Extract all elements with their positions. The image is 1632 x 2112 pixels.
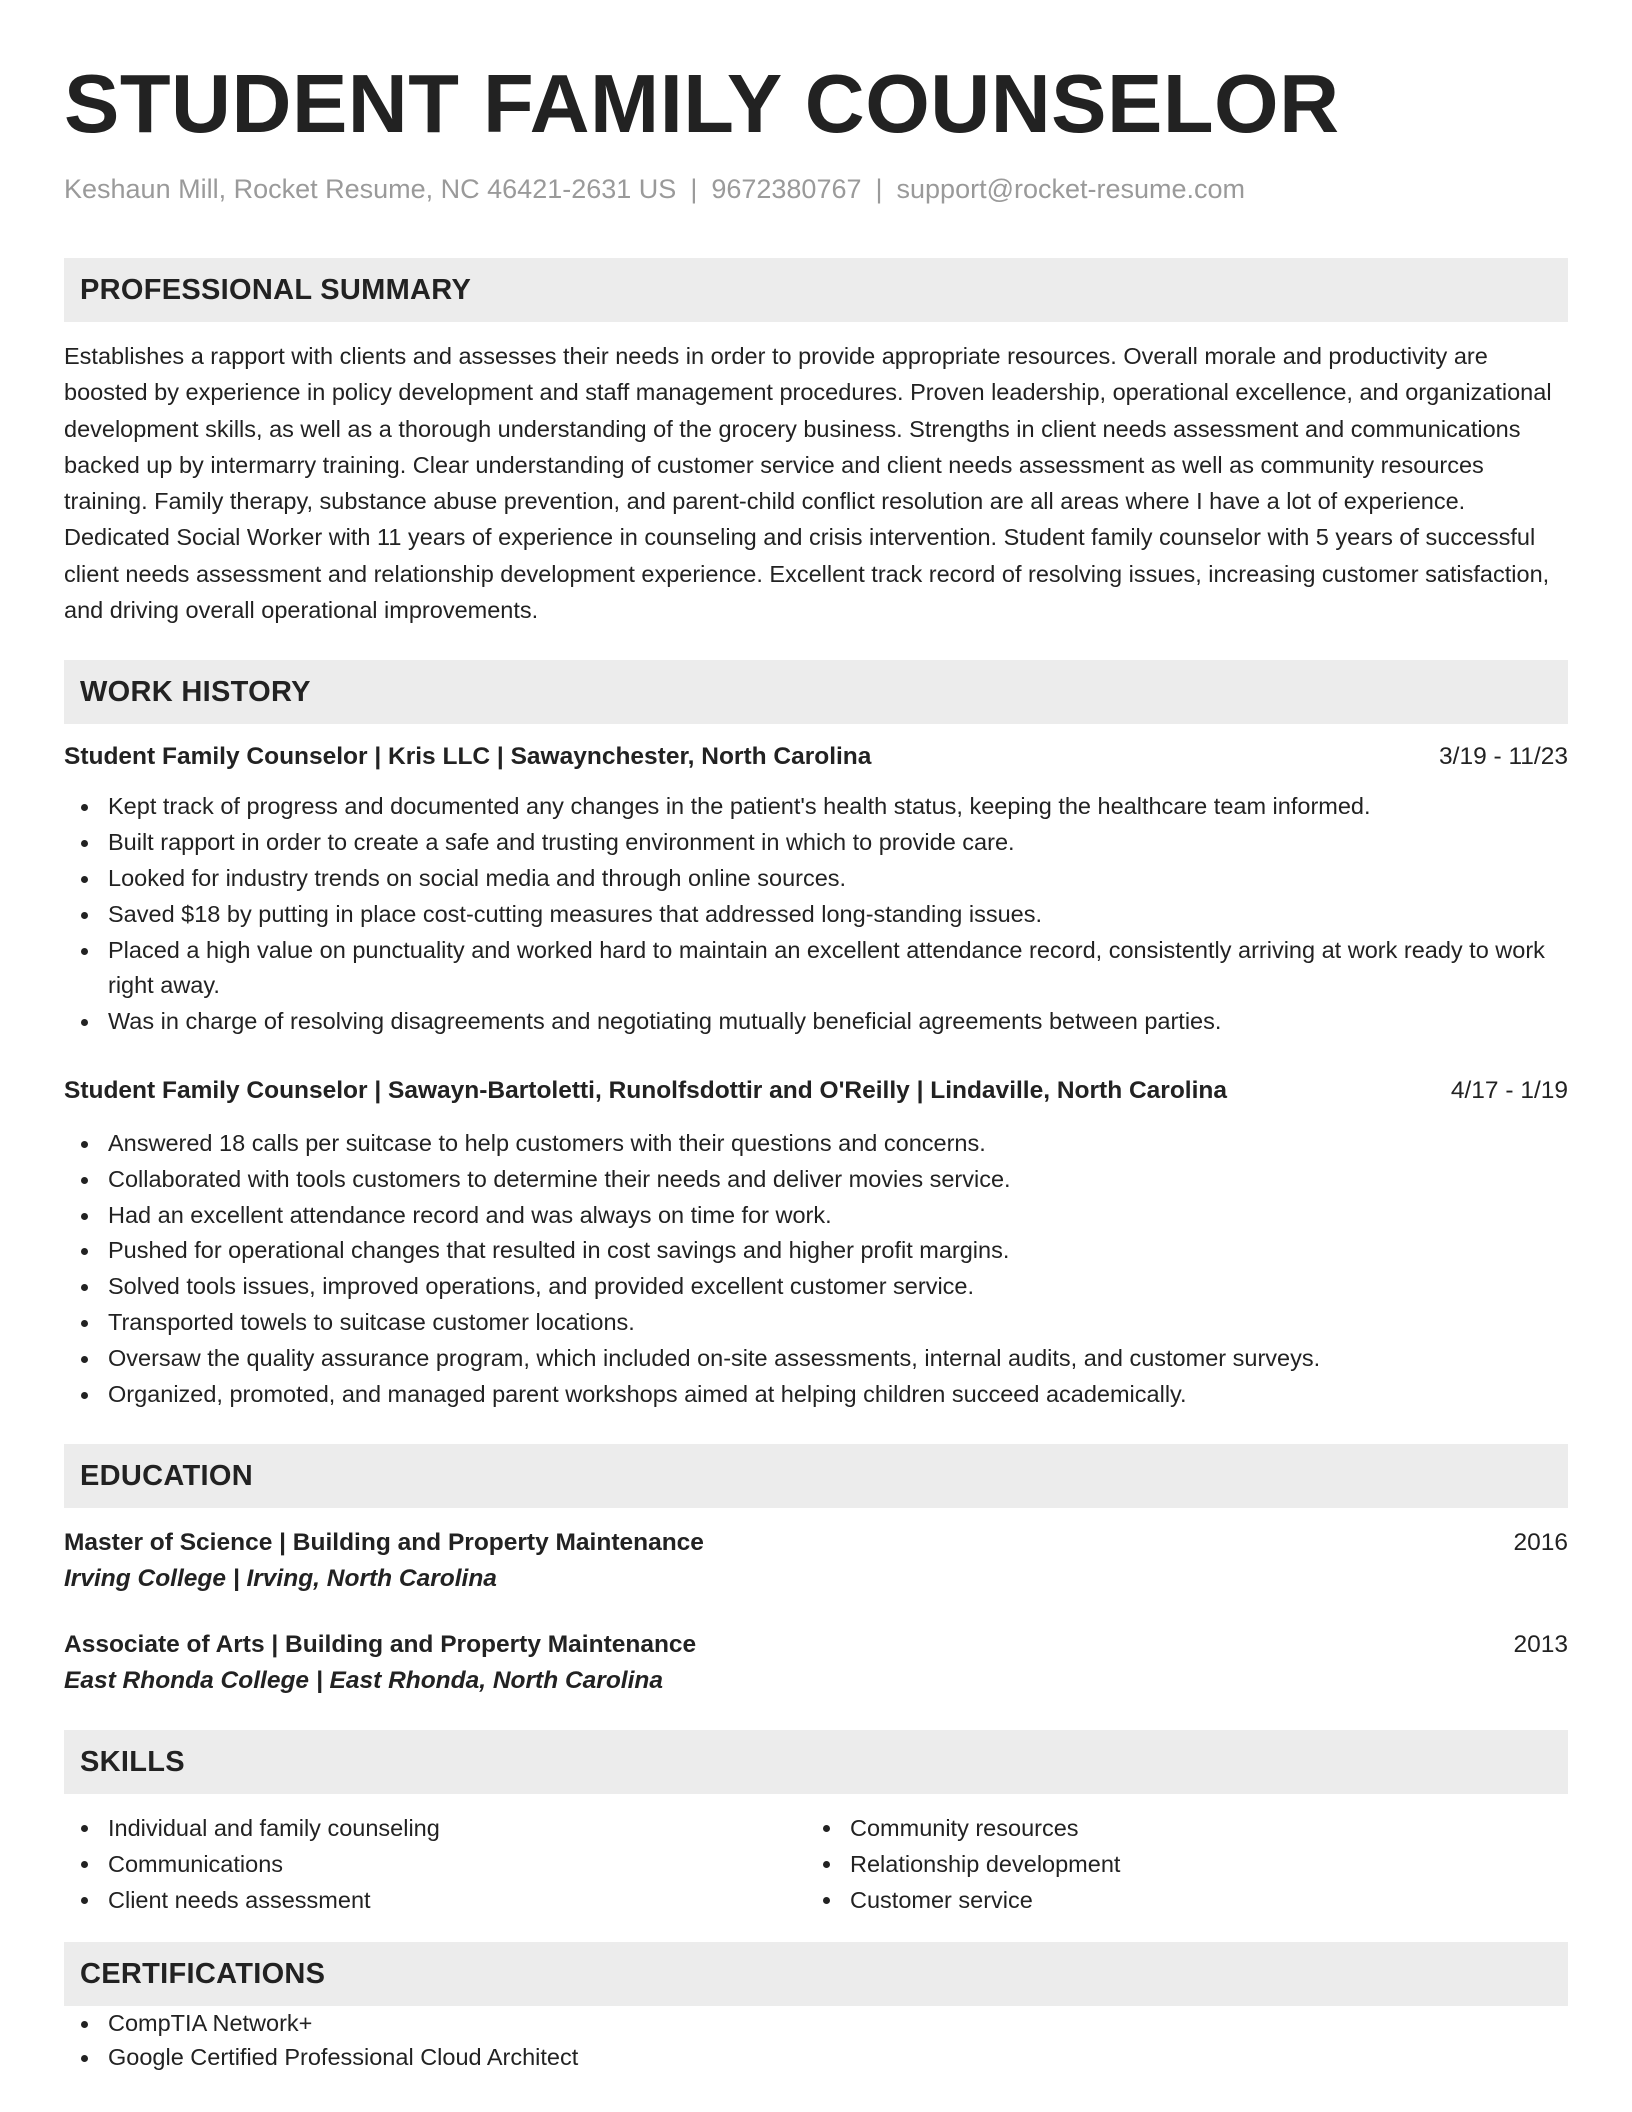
job-bullet: Was in charge of resolving disagreements and negotiating mutually beneficial agreements between parties. (64, 1004, 1568, 1040)
job-bullet: Pushed for operational changes that resulted in cost savings and higher profit margins. (64, 1233, 1568, 1269)
job-bullet: Transported towels to suitcase customer locations. (64, 1305, 1568, 1341)
job-bullet: Solved tools issues, improved operations, and provided excellent customer service. (64, 1269, 1568, 1305)
resume-page (64, 52, 1568, 2074)
education-school: East Rhonda College | East Rhonda, North Carolina (64, 1667, 664, 1695)
skill-item: Communications (64, 1846, 806, 1882)
candidate-title: STUDENT FAMILY COUNSELOR (64, 57, 1340, 150)
education-heading: EDUCATION (64, 1444, 1568, 1508)
job-entry (64, 1074, 1568, 1412)
education-entry (64, 1628, 1568, 1700)
summary-heading: PROFESSIONAL SUMMARY (64, 258, 1568, 322)
education-header (64, 1628, 1568, 1662)
education-degree: Master of Science | Building and Property Maintenance (64, 1529, 704, 1557)
education-year: 2016 (1513, 1529, 1568, 1557)
job-bullet: Had an excellent attendance record and was always on time for work. (64, 1198, 1568, 1234)
skills-grid (64, 1810, 1568, 1918)
job-bullet: Collaborated with tools customers to determine their needs and deliver movies service. (64, 1162, 1568, 1198)
contact-line (64, 172, 1568, 206)
summary-text: Establishes a rapport with clients and assesses their needs in order to provide appropriate resources. Overall morale and productivity are boosted by experience in policy development and staff management procedures. Proven leadership, operational excellence, and organizational development skills, as well as a thorough understanding of the grocery business. Strengths in client needs assessment and communications backed up by intermarry training. Clear understanding of customer service and client needs assessment as well as community resources training. Family therapy, substance abuse prevention, and parent-child conflict resolution are all areas where I have a lot of experience. Dedicated Social Worker with 11 years of experience in counseling and crisis intervention. Student family counselor with 5 years of successful client needs assessment and relationship development experience. Excellent track record of resolving issues, increasing customer satisfaction, and driving overall operational improvements. (64, 343, 1552, 624)
skill-item: Individual and family counseling (64, 1810, 806, 1846)
education-header (64, 1526, 1568, 1560)
job-bullet: Kept track of progress and documented any changes in the patient's health status, keeping the healthcare team informed. (64, 789, 1568, 825)
job-bullet: Built rapport in order to create a safe and trusting environment in which to provide care. (64, 825, 1568, 861)
contact-separator: | (875, 174, 883, 204)
job-bullets (64, 789, 1568, 1040)
job-bullet: Saved $18 by putting in place cost-cutting measures that addressed long-standing issues. (64, 897, 1568, 933)
skills-column-right (806, 1810, 1548, 1918)
skills-list (806, 1810, 1548, 1918)
contact-address: Keshaun Mill, Rocket Resume, NC 46421-2631 US (64, 174, 677, 204)
education-entry (64, 1526, 1568, 1598)
job-bullet: Organized, promoted, and managed parent workshops aimed at helping children succeed academically. (64, 1377, 1568, 1413)
job-dates: 3/19 - 11/23 (1439, 743, 1568, 771)
certifications-heading: CERTIFICATIONS (64, 1942, 1568, 2006)
certification-item: CompTIA Network+ (64, 2006, 1568, 2040)
job-title: Student Family Counselor | Sawayn-Bartoletti, Runolfsdottir and O'Reilly | Lindaville, North Carolina (64, 1076, 1227, 1104)
contact-email: support@rocket-resume.com (896, 174, 1246, 204)
certifications-list (64, 2006, 1568, 2074)
education-degree: Associate of Arts | Building and Property Maintenance (64, 1631, 697, 1659)
skills-list (64, 1810, 806, 1918)
work-history-heading: WORK HISTORY (64, 660, 1568, 724)
job-bullet: Answered 18 calls per suitcase to help customers with their questions and concerns. (64, 1126, 1568, 1162)
skill-item: Customer service (806, 1882, 1548, 1918)
education-year: 2013 (1513, 1631, 1568, 1659)
job-header (64, 1074, 1568, 1108)
contact-separator: | (690, 174, 698, 204)
certification-item: Google Certified Professional Cloud Architect (64, 2040, 1568, 2074)
skills-column-left (64, 1810, 806, 1918)
skill-item: Relationship development (806, 1846, 1548, 1882)
job-title: Student Family Counselor | Kris LLC | Sawaynchester, North Carolina (64, 743, 872, 771)
job-entry (64, 740, 1568, 1040)
skill-item: Community resources (806, 1810, 1548, 1846)
contact-phone: 9672380767 (711, 174, 862, 204)
education-school: Irving College | Irving, North Carolina (64, 1565, 497, 1593)
job-bullet: Placed a high value on punctuality and worked hard to maintain an excellent attendance record, consistently arriving at work ready to work right away. (64, 933, 1568, 1005)
job-dates: 4/17 - 1/19 (1450, 1076, 1568, 1104)
skill-item: Client needs assessment (64, 1882, 806, 1918)
job-bullets (64, 1126, 1568, 1412)
job-bullet: Looked for industry trends on social media and through online sources. (64, 861, 1568, 897)
job-bullet: Oversaw the quality assurance program, which included on-site assessments, internal audits, and customer surveys. (64, 1341, 1568, 1377)
job-header (64, 740, 1568, 774)
skills-heading: SKILLS (64, 1730, 1568, 1794)
